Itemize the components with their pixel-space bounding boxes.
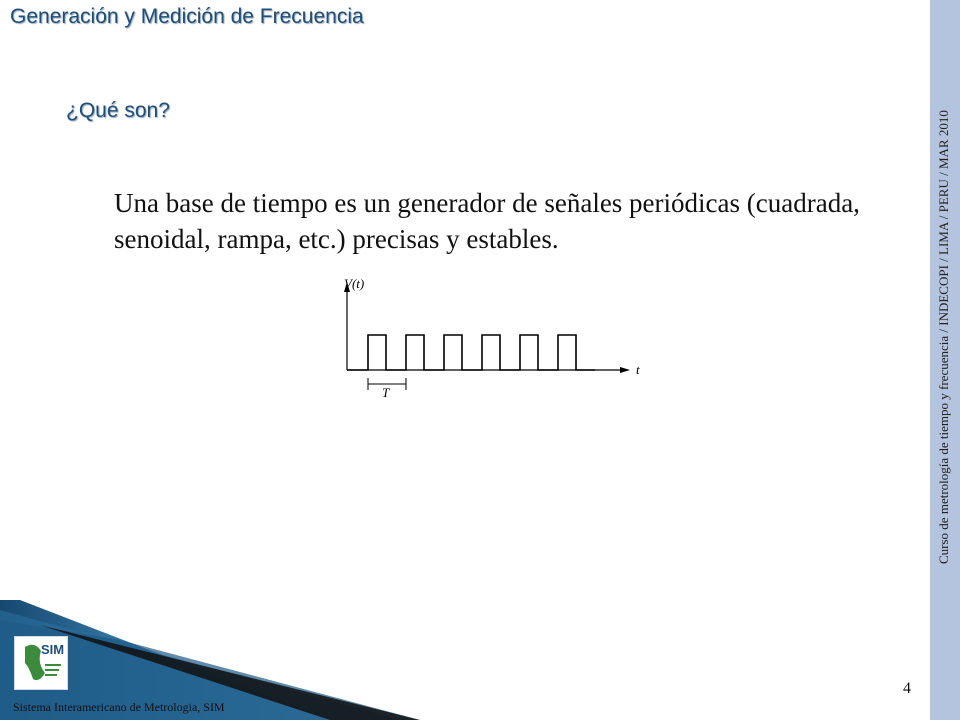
- square-wave: [347, 335, 595, 370]
- slide-title: Generación y Medición de Frecuencia: [10, 5, 364, 28]
- organization-name: Sistema Interamericano de Metrologia, SIM: [13, 700, 225, 714]
- sidebar-strip: [930, 0, 960, 720]
- course-info-text: Curso de metrología de tiempo y frecuencia / INDECOPI / LIMA / PERU / MAR 2010: [936, 110, 951, 564]
- x-axis-arrow: [620, 367, 630, 373]
- y-axis-label: V(t): [344, 276, 365, 291]
- period-label: T: [382, 385, 390, 400]
- x-axis-label: t: [636, 362, 640, 377]
- square-wave-diagram: [330, 270, 650, 410]
- slide-subtitle: ¿Qué son?: [66, 99, 170, 122]
- page-number: 4: [903, 680, 911, 697]
- body-text: Una base de tiempo es un generador de señales periódicas (cuadrada, senoidal, rampa, etc.) precisas y estables.: [114, 188, 860, 254]
- svg-text:SIM: SIM: [41, 642, 65, 657]
- sim-logo: [14, 636, 68, 690]
